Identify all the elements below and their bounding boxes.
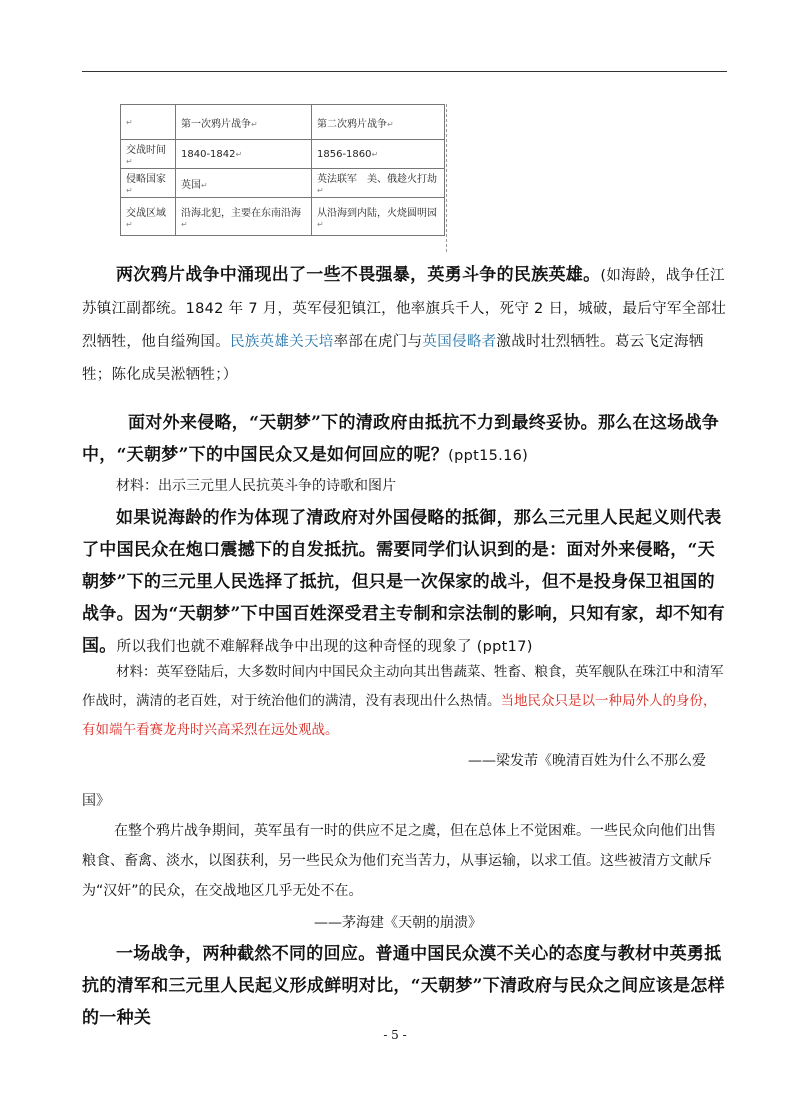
table-cell: 交战时间↵ [121, 140, 176, 169]
quote-mao-haijian: 在整个鸦片战争期间，英军虽有一时的供应不足之虞，但在总体上不觉困难。一些民众向他们出售粮食、畜禽、淡水，以图获利，另一些民众为他们充当苦力，从事运输，以求工值。这些被清方文献斥为“汉奸”的民众，在交战地区几乎无处不在。 [82, 823, 716, 899]
quote-source-mao: ——茅海建《天朝的崩溃》 [314, 915, 482, 931]
table-cell: 侵略国家↵ [121, 169, 176, 198]
table-row [121, 198, 445, 236]
table-cell: 英国↵ [176, 169, 312, 198]
quote-source-a: ——梁发芾《晚清百姓为什么不那么爱 [468, 753, 706, 769]
table-cell: ↵ [121, 105, 176, 140]
link-british-invaders[interactable]: 英国侵略者 [422, 334, 497, 350]
heroes-lead: 两次鸦片战争中涌现出了一些不畏强暴，英勇斗争的民族英雄。 [116, 265, 601, 285]
table-row [121, 140, 445, 169]
heroes-detail-b: 率部在虎门与 [333, 334, 423, 350]
table-cell: 从沿海到内陆，火烧圆明园↵ [312, 198, 445, 236]
paragraph-people-response [82, 407, 728, 472]
heroes-detail-c: 激战时壮烈牺牲。葛云飞定海牺牲；陈化成吴淞牺牲；） [82, 334, 704, 383]
sanyuanli-tail: 所以我们也就不难解释战争中出现的这种奇怪的现象了 (ppt17) [116, 639, 533, 655]
heroes-detail: (如海龄，战争任江苏镇江副都统。1842 年 7 月，英军侵犯镇江，他率旗兵千人，死守 2 日，城破，最后守军全部壮烈牺牲，他自缢殉国。 [82, 268, 727, 350]
table-row [121, 169, 445, 198]
paragraph-sanyuanli [82, 502, 728, 663]
quote-lead: 材料：英军登陆后，大多数时间内中国民众主动向其出售蔬菜、牲畜、粮食，英军舰队在珠江中和清军作战时，满清的老百姓，对于统治他们的满清，没有表现出什么热情。 [82, 664, 724, 709]
sanyuanli-analysis: 如果说海龄的作为体现了清政府对外国侵略的抵御，那么三元里人民起义则代表了中国民众在炮口震撼下的自发抵抗。需要同学们认识到的是：面对外来侵略，“天朝梦”下的三元里人民选择了抵抗，但只是一次保家的战斗，但不是投身保卫祖国的战争。因为“天朝梦”下中国百姓深受君主专制和宗法制的影响，只知有家，却不知有国。 [82, 508, 725, 656]
page-number: - 5 - [383, 1028, 407, 1042]
quote-source-b: 国》 [82, 793, 110, 809]
ppt-reference: (ppt15.16) [448, 448, 529, 464]
table-cell: 英法联军 美、俄趁火打劫↵ [312, 169, 445, 198]
paragraph-two-responses: 一场战争，两种截然不同的回应。普通中国民众漠不关心的态度与教材中英勇抵抗的清军和三元里人民起义形成鲜明对比，“天朝梦”下清政府与民众之间应该是怎样的一种关 [82, 944, 725, 1028]
table-row [121, 105, 445, 140]
table-cell: 交战区域↵ [121, 198, 176, 236]
quote-liang-fafu [82, 658, 728, 745]
response-question: 面对外来侵略，“天朝梦”下的清政府由抵抗不力到最终妥协。那么在这场战争中，“天朝梦”下的中国民众又是如何回应的呢？ [82, 413, 720, 465]
header-rule [82, 71, 727, 72]
material-sanyuanli: 材料：出示三元里人民抗英斗争的诗歌和图片 [116, 478, 396, 494]
link-guan-tianpei[interactable]: 民族英雄关天培 [230, 334, 334, 350]
opium-war-comparison-table [120, 104, 445, 236]
table-cell: 1856-1860↵ [312, 140, 445, 169]
table-edge-marker [446, 104, 448, 252]
quote-highlight: 当地民众只是以一种局外人的身份，有如端午看赛龙舟时兴高采烈在远处观战。 [82, 693, 717, 738]
table-cell: 第二次鸦片战争↵ [312, 105, 445, 140]
paragraph-national-heroes [82, 259, 728, 391]
table-cell: 第一次鸦片战争↵ [176, 105, 312, 140]
table-cell: 1840-1842↵ [176, 140, 312, 169]
table-cell: 沿海北犯，主要在东南沿海↵ [176, 198, 312, 236]
